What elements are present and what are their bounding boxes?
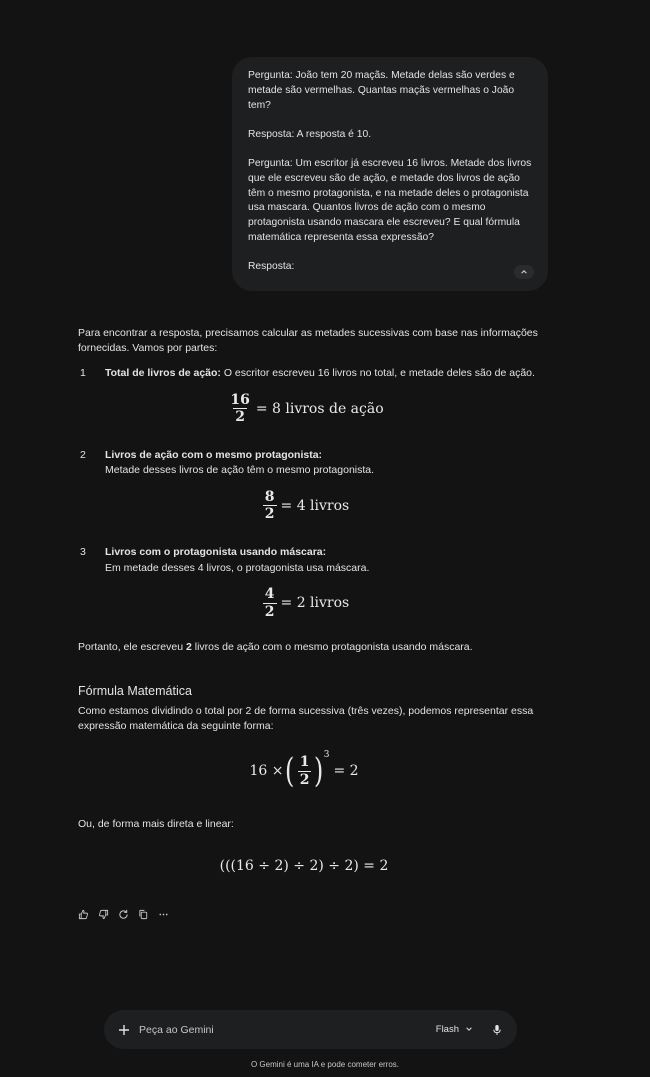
formula-lead: 16 × <box>249 763 284 780</box>
equation-result: = 4 livros <box>280 497 350 514</box>
linear-description: Ou, de forma mais direta e linear: <box>78 817 234 830</box>
numerator: 1 <box>299 754 310 771</box>
prompt-paragraph-1: Pergunta: João tem 20 maçãs. Metade delas são verdes e metade são vermelhas. Quantas maçãs vermelhas o João tem? <box>248 70 515 111</box>
step-title: Livros com o protagonista usando máscara: <box>105 546 327 559</box>
step-title: Livros de ação com o mesmo protagonista: <box>105 449 323 462</box>
equation-result: = 8 livros de ação <box>255 400 384 417</box>
formula-section-title: Fórmula Matemática <box>78 683 192 698</box>
denominator: 2 <box>264 603 275 620</box>
numerator: 16 <box>230 391 250 408</box>
response-actions <box>78 909 169 920</box>
model-response <box>78 326 538 876</box>
denominator: 2 <box>299 771 310 788</box>
fraction <box>263 489 277 524</box>
step-text: O escritor escreveu 16 livros no total, e metade deles são de ação. <box>220 367 535 380</box>
conclusion-text-end: livros de ação com o mesmo protagonista usando máscara. <box>191 641 473 654</box>
fraction <box>228 392 251 427</box>
chevron-up-icon <box>520 268 528 276</box>
disclaimer: O Gemini é uma IA e pode cometer erros. <box>250 1060 400 1069</box>
prompt-input[interactable] <box>139 1024 436 1036</box>
copy-icon[interactable] <box>138 909 149 920</box>
fraction <box>298 754 312 789</box>
formula-linear: (((16 ÷ 2) ÷ 2) ÷ 2) = 2 <box>219 857 389 874</box>
thumbs-up-icon[interactable] <box>78 909 89 920</box>
prompt-input-bar <box>104 1010 517 1049</box>
numerator: 4 <box>264 585 275 602</box>
chevron-down-icon <box>465 1025 473 1033</box>
step-3 <box>78 545 538 575</box>
equation-step-3 <box>70 586 538 621</box>
prompt-paragraph-4: Resposta: <box>248 261 295 273</box>
thumbs-down-icon[interactable] <box>98 909 109 920</box>
collapse-prompt-button[interactable] <box>514 265 534 279</box>
equation-step-1 <box>70 392 538 427</box>
formula-result: = 2 <box>333 763 359 780</box>
step-text: Em metade desses 4 livros, o protagonista usa máscara. <box>105 561 370 574</box>
conclusion-answer: 2 <box>185 641 192 654</box>
user-prompt-bubble <box>232 57 548 291</box>
prompt-paragraph-2: Resposta: A resposta é 10. <box>248 128 372 140</box>
step-title: Total de livros de ação: <box>105 367 221 380</box>
denominator: 2 <box>264 506 275 523</box>
equation-step-2 <box>70 489 538 524</box>
model-selector[interactable] <box>436 1023 473 1037</box>
prompt-paragraph-3: Pergunta: Um escritor já escreveu 16 livros. Metade dos livros que ele escreveu são de ação, e metade dos livros de ação têm o mesmo protagonista, e na metade deles o protagonista usa mascara. Quantos livros de ação com o mesmo protagonista usando mascara ele escreveu? E qual fórmula matemática representa essa expressão? <box>248 157 532 244</box>
step-number: 3 <box>80 546 86 559</box>
step-number: 1 <box>80 367 86 380</box>
denominator: 2 <box>235 409 245 426</box>
fraction <box>263 586 277 621</box>
exponent: 3 <box>323 749 330 760</box>
plus-icon[interactable] <box>118 1024 130 1036</box>
formula-exponent <box>70 749 538 792</box>
right-paren: ) <box>314 751 324 792</box>
step-number: 2 <box>80 449 86 462</box>
formula-description: Como estamos dividindo o total por 2 de forma sucessiva (três vezes), podemos representar essa expressão matemática da seguinte forma: <box>78 704 534 732</box>
equation-result: = 2 livros <box>280 594 350 611</box>
model-label: Flash <box>435 1023 459 1035</box>
numerator: 8 <box>264 488 275 505</box>
step-text: Metade desses livros de ação têm o mesmo protagonista. <box>105 464 375 477</box>
more-icon[interactable] <box>158 909 169 920</box>
microphone-icon[interactable] <box>491 1024 503 1036</box>
step-1 <box>78 366 538 381</box>
left-paren: ( <box>285 751 295 792</box>
response-intro: Para encontrar a resposta, precisamos calcular as metades sucessivas com base nas informações fornecidas. Vamos por partes: <box>78 327 538 355</box>
conclusion <box>78 640 538 655</box>
step-2 <box>78 448 538 478</box>
conclusion-text: Portanto, ele escreveu <box>78 641 186 654</box>
regenerate-icon[interactable] <box>118 909 129 920</box>
